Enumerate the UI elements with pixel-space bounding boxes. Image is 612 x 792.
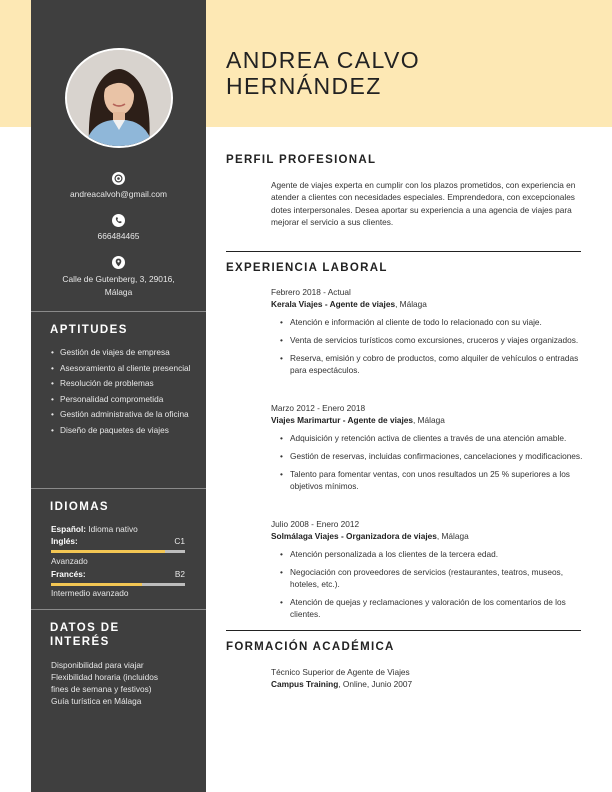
divider [31, 311, 206, 312]
avatar [65, 48, 173, 148]
aptitudes-list [51, 346, 191, 439]
job-bullets [271, 432, 583, 492]
candidate-name [226, 47, 420, 99]
aptitude-item: • Asesoramiento al cliente presencial [51, 362, 191, 375]
interes-heading [50, 621, 120, 649]
language-english-level: Avanzado [51, 556, 88, 566]
interes-heading-line-1: DATOS DE [50, 622, 120, 634]
job-title [271, 530, 583, 542]
education-entry [271, 666, 583, 690]
job-entry [271, 402, 583, 498]
job-location: , Málaga [413, 415, 445, 425]
education-school-name: Campus Training [271, 679, 339, 689]
language-spanish-label: Español: [51, 524, 87, 534]
contact-address [31, 256, 206, 298]
aptitude-item: • Gestión administrativa de la oficina [51, 408, 191, 421]
aptitude-item: • Diseño de paquetes de viajes [51, 424, 191, 437]
profile-photo [67, 50, 171, 146]
job-bullets [271, 548, 583, 620]
job-entry [271, 286, 583, 382]
job-location: , Málaga [395, 299, 427, 309]
language-spanish-level: Idioma nativo [88, 524, 138, 534]
job-bullet: • Gestión de reservas, incluidas confirmaciones, cancelaciones y modificaciones. [271, 450, 583, 462]
aptitude-item: • Resolución de problemas [51, 377, 191, 390]
french-level-fill [51, 583, 142, 586]
job-dates: Julio 2008 - Enero 2012 [271, 519, 360, 529]
education-school [271, 678, 583, 690]
english-level-fill [51, 550, 165, 553]
address-line-2: Málaga [104, 286, 133, 297]
phone-icon [112, 214, 125, 227]
address-line-1: Calle de Gutenberg, 3, 29016, [62, 274, 175, 284]
location-pin-icon [112, 256, 125, 269]
interes-list [51, 659, 191, 707]
job-entry [271, 518, 583, 626]
divider [31, 609, 206, 610]
contact-phone [31, 214, 206, 241]
email-icon [112, 172, 125, 185]
name-line-2: HERNÁNDEZ [226, 73, 382, 99]
language-spanish [51, 524, 185, 535]
divider [31, 488, 206, 489]
job-bullet: • Atención e información al cliente de todo lo relacionado con su viaje. [271, 316, 583, 328]
job-bullet: • Atención de quejas y reclamaciones y valoración de los comentarios de los clientes. [271, 596, 583, 620]
job-bullet: • Negociación con proveedores de servicios (restaurantes, teatros, museos, hoteles, etc.). [271, 566, 583, 590]
language-french-label: Francés: [51, 569, 86, 579]
education-degree: Técnico Superior de Agente de Viajes [271, 667, 410, 677]
job-bullet: • Talento para fomentar ventas, con unos resultados un 25 % superiores a los objetivos mínimos. [271, 468, 583, 492]
idiomas-heading: IDIOMAS [50, 501, 109, 513]
language-english-label: Inglés: [51, 536, 78, 546]
email-text[interactable]: andreacalvoh@gmail.com [70, 189, 167, 199]
language-french-code: B2 [174, 569, 185, 579]
experiencia-heading: EXPERIENCIA LABORAL [226, 262, 388, 274]
aptitude-item: • Personalidad comprometida [51, 393, 191, 406]
language-english-code: C1 [174, 536, 185, 546]
job-location: , Málaga [436, 531, 469, 541]
job-company: Solmálaga Viajes - Organizadora de viajes [271, 531, 437, 541]
phone-text[interactable]: 666484465 [97, 231, 140, 241]
interes-line: Guía turística en Málaga [51, 696, 142, 706]
job-bullets [271, 316, 583, 376]
english-level-bar [51, 550, 185, 553]
contact-email [31, 172, 206, 199]
perfil-heading: PERFIL PROFESIONAL [226, 154, 377, 166]
divider [226, 251, 581, 252]
interes-heading-line-2: INTERÉS [50, 636, 110, 648]
perfil-text: Agente de viajes experta en cumplir con los plazos prometidos, con experiencia en atender a clientes con necesidades especiales. Emprendedora, con excepcionales dotes interpersonales. Desea aportar su experiencia a una agencia de viajes para mejorar el servicio a sus clientes. [271, 180, 576, 228]
job-dates: Febrero 2018 - Actual [271, 287, 351, 297]
interes-line: Disponibilidad para viajar [51, 660, 144, 670]
job-dates: Marzo 2012 - Enero 2018 [271, 403, 366, 413]
aptitudes-heading: APTITUDES [50, 324, 128, 336]
interes-line: fines de semana y festivos) [51, 684, 152, 694]
french-level-bar [51, 583, 185, 586]
job-bullet: • Reserva, emisión y cobro de productos, como alquiler de vehículos o entradas para espectáculos. [271, 352, 583, 376]
language-french-level: Intermedio avanzado [51, 588, 129, 598]
formacion-heading: FORMACIÓN ACADÉMICA [226, 641, 395, 653]
job-title [271, 414, 583, 426]
sidebar [31, 0, 206, 792]
aptitude-item: • Gestión de viajes de empresa [51, 346, 191, 359]
job-company: Kerala Viajes - Agente de viajes [271, 299, 396, 309]
job-bullet: • Atención personalizada a los clientes de la tercera edad. [271, 548, 583, 560]
job-bullet: • Venta de servicios turísticos como excursiones, cruceros y viajes organizados. [271, 334, 583, 346]
name-line-1: ANDREA CALVO [226, 47, 421, 73]
divider [226, 630, 581, 631]
education-details: , Online, Junio 2007 [338, 679, 413, 689]
language-french [51, 569, 185, 580]
interes-line: Flexibilidad horaria (incluidos [51, 672, 158, 682]
job-title [271, 298, 583, 310]
job-company: Viajes Marimartur - Agente de viajes [271, 415, 414, 425]
job-bullet: • Adquisición y retención activa de clientes a través de una atención amable. [271, 432, 583, 444]
language-english [51, 536, 185, 547]
